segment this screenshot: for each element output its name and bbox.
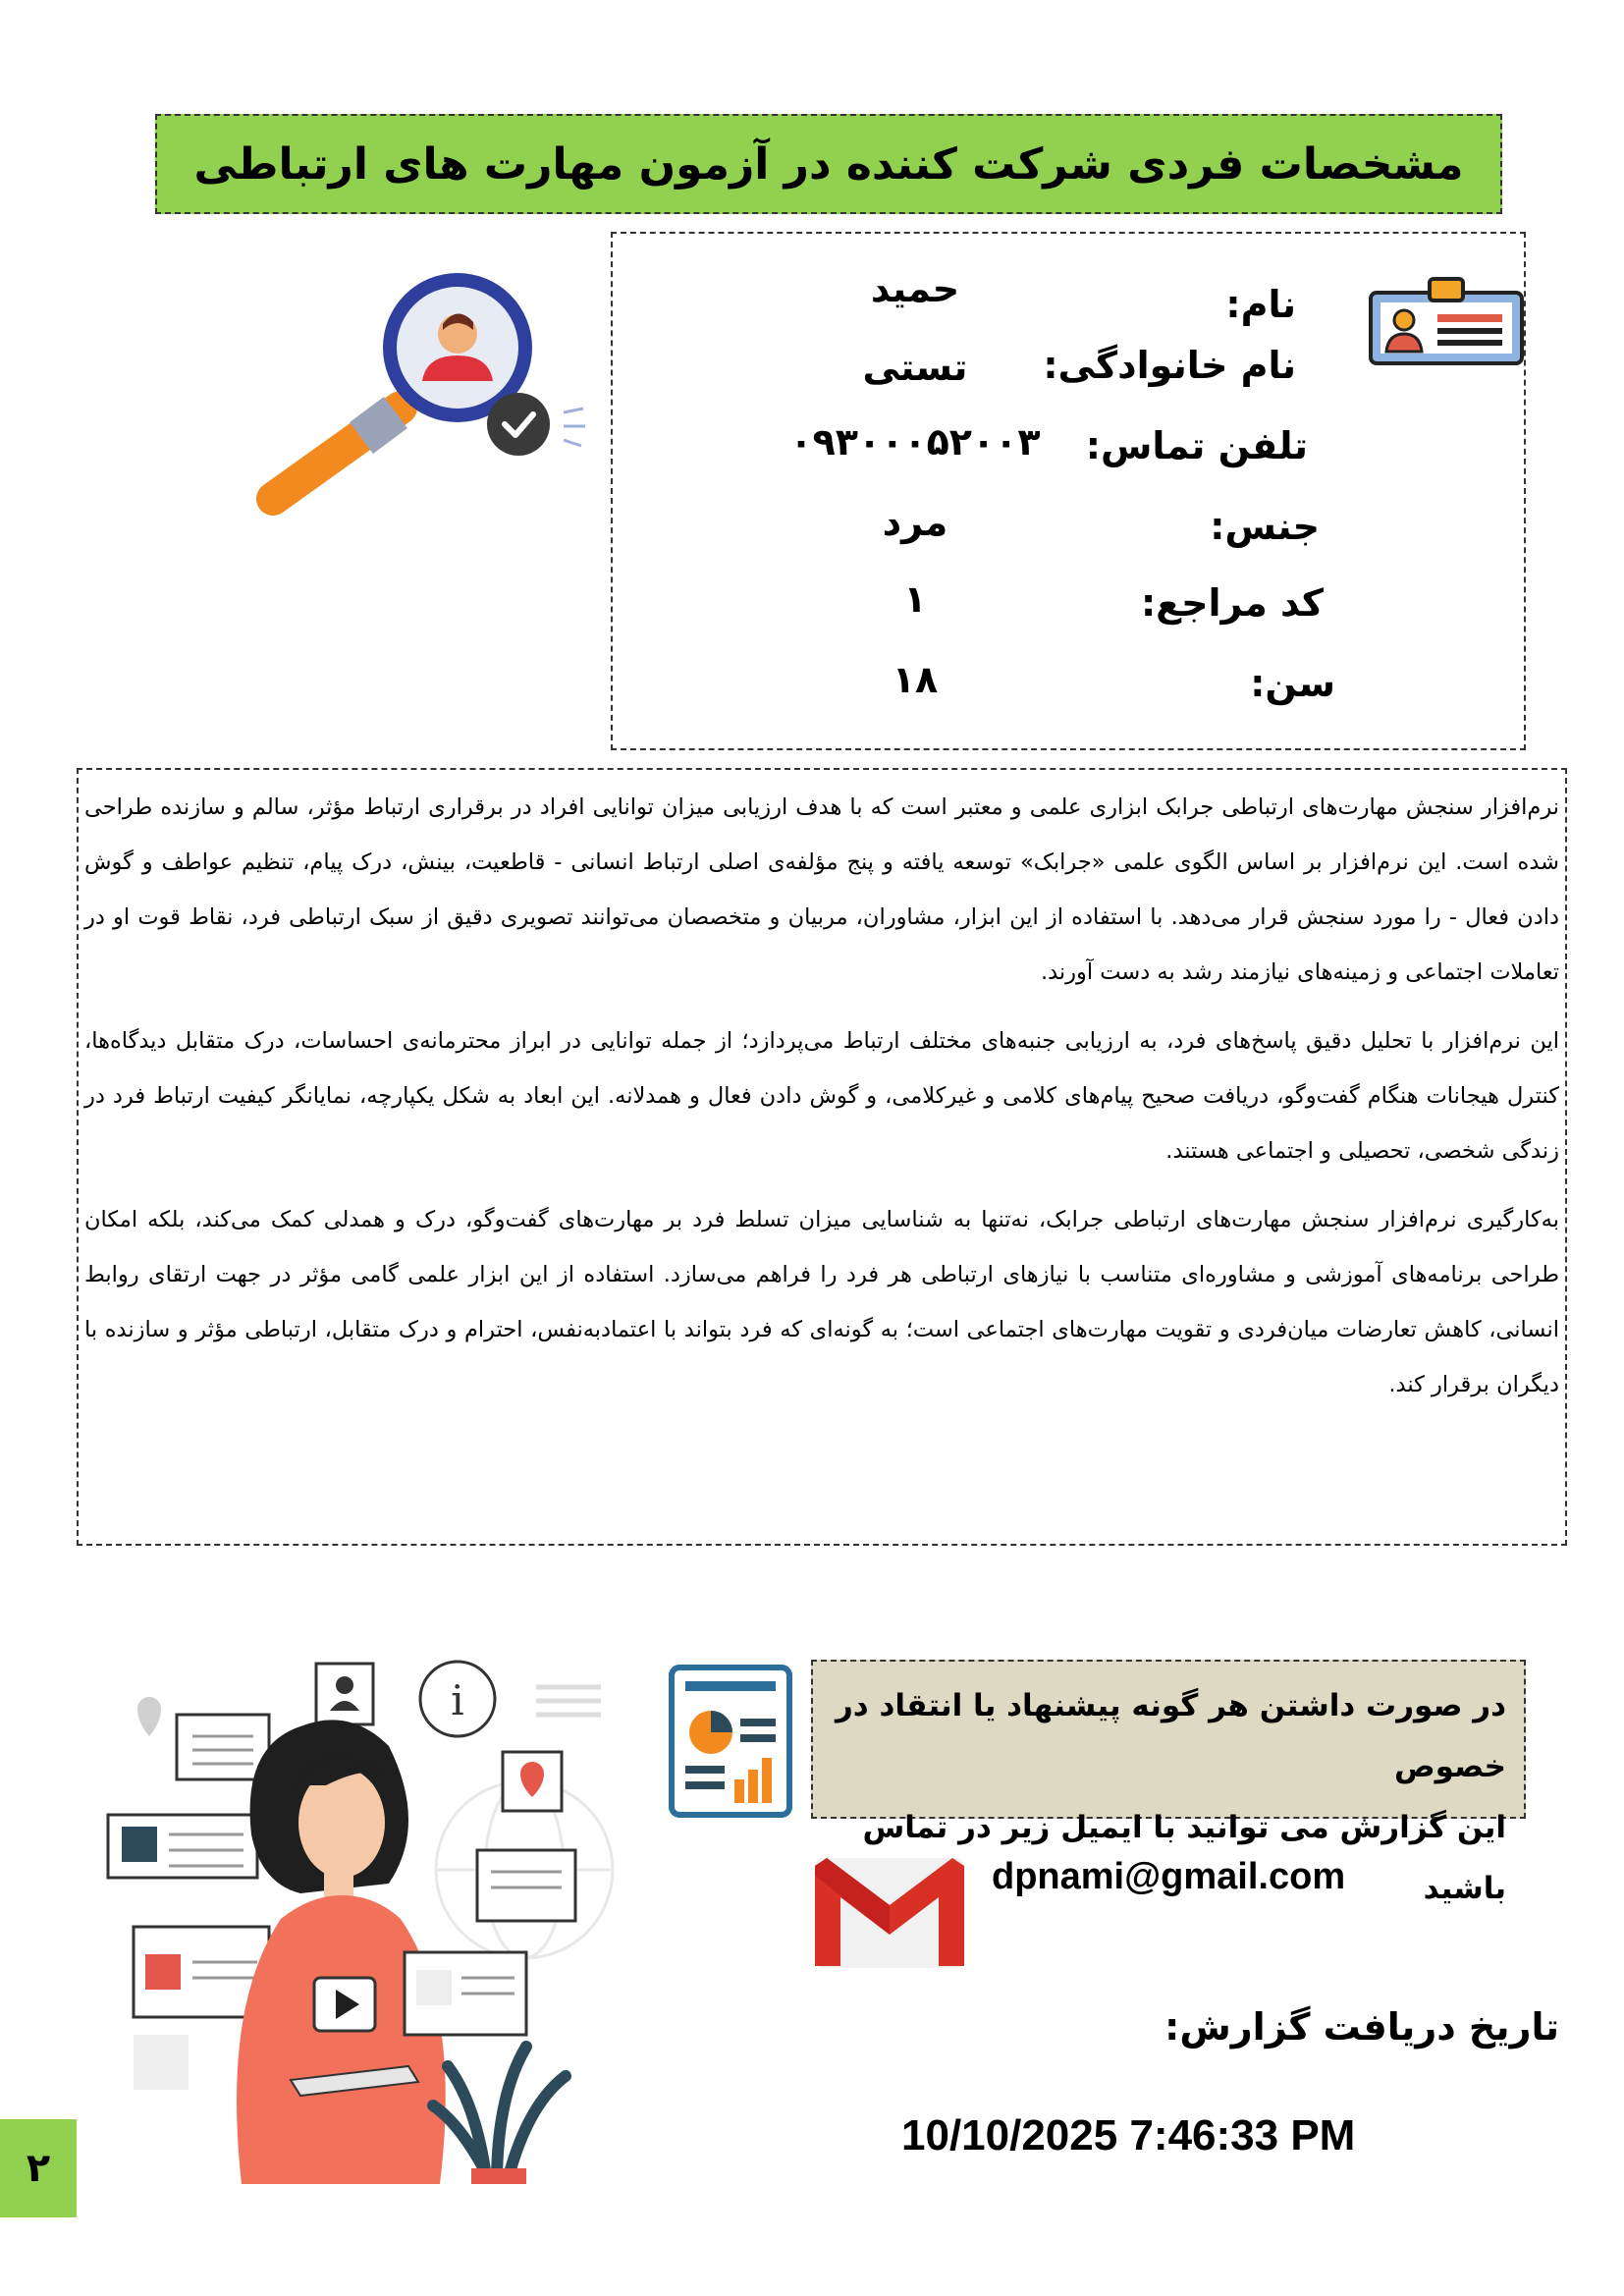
id-card-icon <box>1367 277 1528 367</box>
feedback-line-2: این گزارش می توانید با ایمیل زیر در تماس باشید <box>862 1810 1506 1906</box>
family-label: نام خانوادگی: <box>1043 344 1296 387</box>
age-value: ۱۸ <box>892 658 939 701</box>
gmail-icon <box>809 1850 970 1974</box>
svg-text:i: i <box>451 1676 464 1724</box>
phone-value: ۰۹۳۰۰۰۵۲۰۰۳ <box>789 420 1041 464</box>
page-number: ۲ <box>0 2119 77 2217</box>
description-paragraph-3: به‌کارگیری نرم‌افزار سنجش مهارت‌های ارتباطی جرابک، نه‌تنها به شناسایی میزان تسلط فرد بر مهارت‌های گفت‌وگو، درک و همدلی کمک می‌کند، بلکه امکان طراحی برنامه‌های آموزشی و مشاوره‌ای متناسب با نیازهای ارتباطی هر فرد را فراهم می‌سازد. استفاده از این ابزار علمی گامی مؤثر در جهت ارتقای روابط انسانی، کاهش تعارضات میان‌فردی و تقویت مهارت‌های اجتماعی است؛ به گونه‌ای که فرد بتواند با اعتمادبه‌نفس، احترام و درک متقابل، ارتباطی مؤثر و سازنده با دیگران برقرار کند. <box>84 1207 1559 1397</box>
person-social-illustration <box>94 1658 654 2184</box>
report-date-label: تاریخ دریافت گزارش: <box>1164 2005 1559 2049</box>
report-chart-icon <box>668 1664 793 1819</box>
description-paragraph-2: این نرم‌افزار با تحلیل دقیق پاسخ‌های فرد، به ارزیابی جنبه‌های مختلف ارتباط می‌پردازد؛ از جمله توانایی در ابراز محترمانه‌ی احساسات، درک متقابل دیدگاه‌ها، کنترل هیجانات هنگام گفت‌وگو، دریافت صحیح پیام‌های کلامی و غیرکلامی، و گوش دادن فعال و همدلانه. این ابعاد به شکل یکپارچه، نمایانگر کیفیت ارتباط فرد در زندگی شخصی، تحصیلی و اجتماعی هستند. <box>84 1028 1559 1164</box>
name-label: نام: <box>1225 283 1296 326</box>
name-value: حمید <box>870 267 960 310</box>
age-label: سن: <box>1250 662 1335 705</box>
feedback-line-1: در صورت داشتن هر گونه پیشنهاد یا انتقاد در خصوص <box>835 1688 1506 1784</box>
code-value: ۱ <box>903 577 927 621</box>
report-date-value: 10/10/2025 7:46:33 PM <box>901 2111 1356 2159</box>
page-title <box>155 114 1502 214</box>
magnifier-user-icon <box>253 265 599 520</box>
description-paragraph-1: نرم‌افزار سنجش مهارت‌های ارتباطی جرابک ابزاری علمی و معتبر است که با هدف ارزیابی میزان توانایی افراد در برقراری ارتباط مؤثر، سالم و سازنده طراحی شده است. این نرم‌افزار بر اساس الگوی علمی «جرابک» توسعه یافته و پنج مؤلفه‌ی اصلی ارتباط انسانی - قاطعیت، بینش، درک پیام، تنظیم عواطف و گوش دادن فعال - را مورد سنجش قرار می‌دهد. با استفاده از این ابزار، مشاوران، مربیان و متخصصان می‌توانند تصویری دقیق از سبک ارتباطی فرد، نقاط قوت او در تعاملات اجتماعی و زمینه‌های نیازمند رشد به دست آورند. <box>84 794 1559 985</box>
description-box <box>77 768 1567 1546</box>
gender-label: جنس: <box>1210 505 1320 548</box>
page-title-text: مشخصات فردی شرکت کننده در آزمون مهارت های ارتباطی <box>193 138 1464 190</box>
family-value: تستی <box>862 346 968 389</box>
contact-email[interactable]: dpnami@gmail.com <box>992 1856 1346 1897</box>
phone-label: تلفن تماس: <box>1085 424 1308 467</box>
code-label: کد مراجع: <box>1140 581 1324 625</box>
participant-info-card <box>611 232 1526 750</box>
gender-value: مرد <box>882 501 948 544</box>
